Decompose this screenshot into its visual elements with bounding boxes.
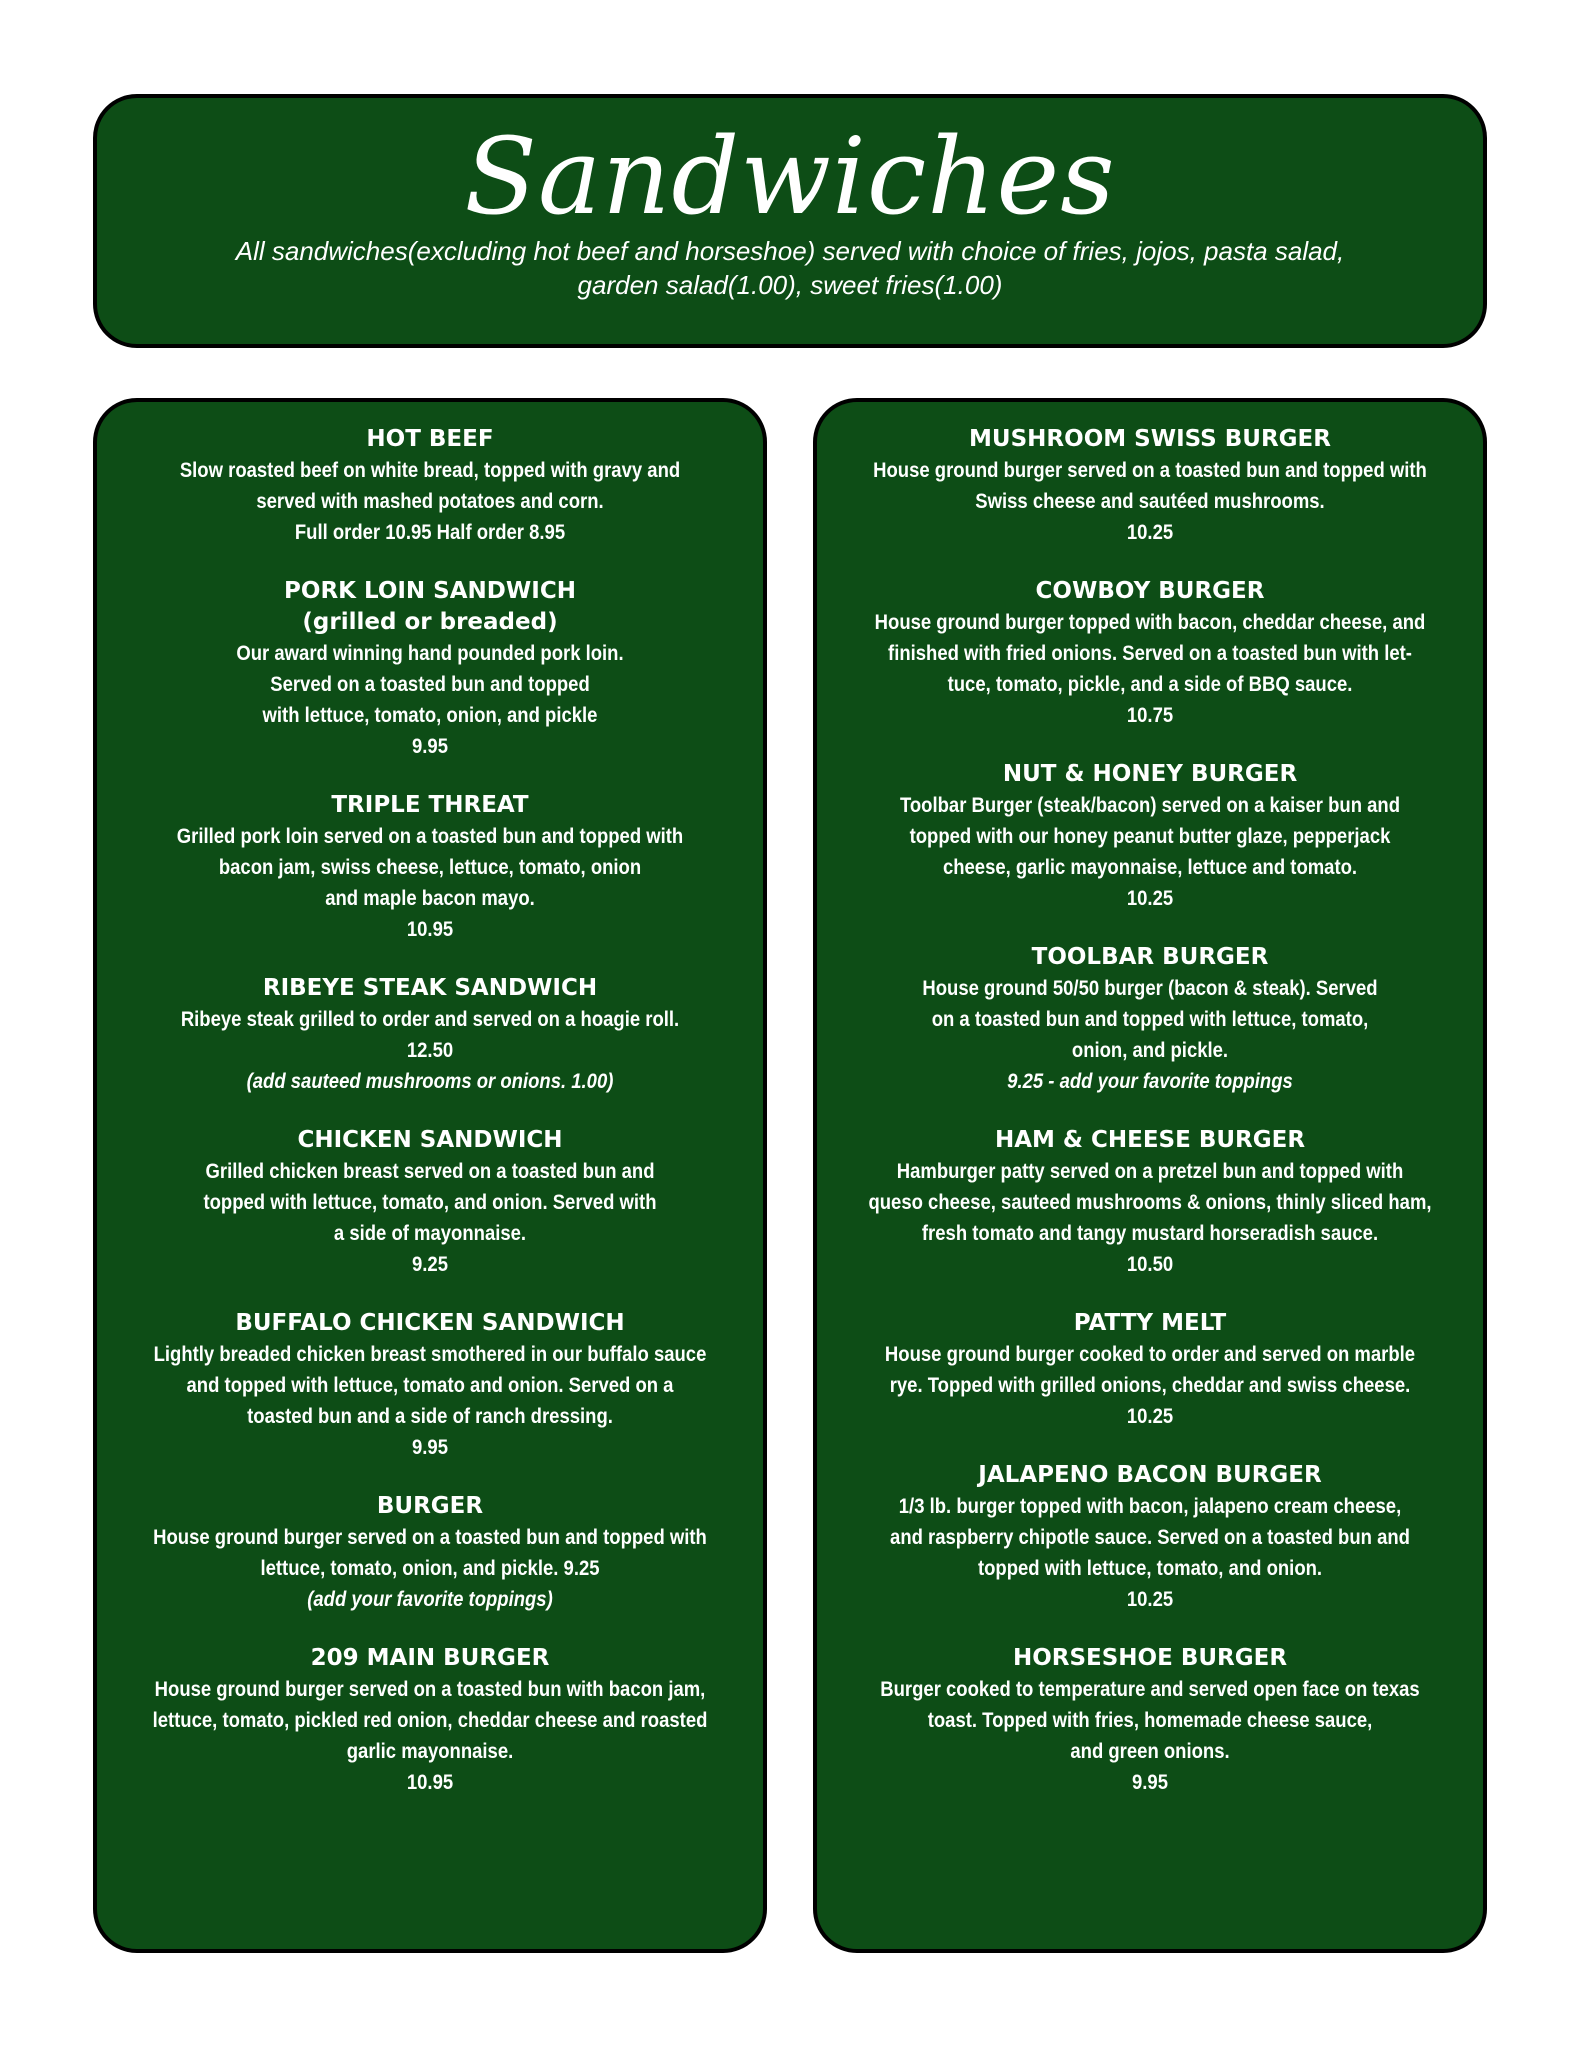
menu-item-name: HOT BEEF	[366, 426, 494, 452]
menu-item-description: served with mashed potatoes and corn.	[256, 489, 604, 513]
menu-item-name: CHICKEN SANDWICH	[297, 1127, 563, 1153]
menu-item	[817, 1308, 1483, 1432]
menu-item-description: Served on a toasted bun and topped	[270, 672, 590, 696]
menu-item	[97, 1125, 763, 1280]
menu-item-name: MUSHROOM SWISS BURGER	[969, 426, 1331, 452]
menu-item-description: 1/3 lb. burger topped with bacon, jalapeno cream cheese,	[898, 1494, 1402, 1518]
menu-item-description: Slow roasted beef on white bread, topped with gravy and	[179, 458, 681, 482]
menu-item-note: (add your favorite toppings)	[307, 1587, 553, 1611]
menu-item-description: topped with our honey peanut butter glaze, pepperjack	[909, 824, 1391, 848]
right-menu-column	[813, 398, 1487, 1953]
menu-item-note: 9.25 - add your favorite toppings	[1007, 1069, 1293, 1093]
menu-item-description: Full order 10.95 Half order 8.95	[294, 520, 566, 544]
menu-item	[817, 759, 1483, 914]
menu-item-description: on a toasted bun and topped with lettuce, tomato,	[931, 1007, 1369, 1031]
menu-item	[817, 942, 1483, 1097]
menu-item-description: fresh tomato and tangy mustard horseradish sauce.	[921, 1221, 1379, 1245]
subtitle-line: All sandwiches(excluding hot beef and horseshoe) served with choice of fries, jojos, pasta salad,	[235, 236, 1345, 266]
menu-item	[817, 1460, 1483, 1615]
right-menu-items	[817, 402, 1483, 1798]
menu-item	[97, 790, 763, 945]
menu-item-name: HORSESHOE BURGER	[1012, 1645, 1288, 1671]
menu-item-description: 12.50	[406, 1038, 454, 1062]
menu-item-description: and topped with lettuce, tomato and onion. Served on a	[186, 1373, 674, 1397]
menu-item-description: 9.95	[411, 734, 448, 758]
menu-item-description: Hamburger patty served on a pretzel bun and topped with	[896, 1159, 1404, 1183]
menu-item-name: 209 MAIN BURGER	[310, 1645, 550, 1671]
menu-item-name: PATTY MELT	[1073, 1310, 1227, 1336]
menu-item-description: and green onions.	[1070, 1739, 1230, 1763]
menu-item-description: Our award winning hand pounded pork loin.	[236, 641, 624, 665]
menu-item-description: finished with fried onions. Served on a toasted bun with let-	[888, 641, 1412, 665]
menu-item-description: Toolbar Burger (steak/bacon) served on a kaiser bun and	[899, 793, 1401, 817]
menu-item-description: 10.25	[1126, 1404, 1174, 1428]
menu-item	[97, 1308, 763, 1463]
menu-item-description: and maple bacon mayo.	[325, 886, 535, 910]
menu-item-description: lettuce, tomato, pickled red onion, cheddar cheese and roasted	[152, 1708, 708, 1732]
menu-item-description: Lightly breaded chicken breast smothered in our buffalo sauce	[153, 1342, 707, 1366]
menu-item-description: with lettuce, tomato, onion, and pickle	[262, 703, 598, 727]
menu-item-description: 10.95	[406, 1770, 454, 1794]
menu-item-description: House ground burger cooked to order and served on marble	[884, 1342, 1416, 1366]
menu-item-description: toasted bun and a side of ranch dressing.	[247, 1404, 613, 1428]
menu-item	[817, 1643, 1483, 1798]
menu-item-name: COWBOY BURGER	[1035, 578, 1265, 604]
menu-item-description: House ground burger topped with bacon, cheddar cheese, and	[874, 610, 1426, 634]
menu-item-name: TRIPLE THREAT	[331, 792, 529, 818]
menu-item-description: queso cheese, sauteed mushrooms & onions, thinly sliced ham,	[868, 1190, 1432, 1214]
menu-item	[97, 1491, 763, 1615]
menu-item-name: RIBEYE STEAK SANDWICH	[262, 975, 598, 1001]
menu-item-name: JALAPENO BACON BURGER	[978, 1462, 1322, 1488]
menu-item-description: 10.50	[1126, 1252, 1174, 1276]
menu-item-description: Burger cooked to temperature and served open face on texas	[880, 1677, 1420, 1701]
menu-item-description: 9.95	[1131, 1770, 1168, 1794]
menu-item-description: topped with lettuce, tomato, and onion.	[977, 1556, 1323, 1580]
menu-item-name: BUFFALO CHICKEN SANDWICH	[235, 1310, 625, 1336]
menu-item-description: garlic mayonnaise.	[346, 1739, 514, 1763]
menu-item	[817, 424, 1483, 548]
menu-item-description: toast. Topped with fries, homemade cheese sauce,	[927, 1708, 1373, 1732]
menu-item-description: tuce, tomato, pickle, and a side of BBQ sauce.	[947, 672, 1353, 696]
menu-item-description: House ground 50/50 burger (bacon & steak). Served	[922, 976, 1378, 1000]
menu-item-description: House ground burger served on a toasted bun and topped with	[153, 1525, 707, 1549]
menu-item-description: House ground burger served on a toasted bun with bacon jam,	[154, 1677, 706, 1701]
left-menu-column	[93, 398, 767, 1953]
menu-title: Sandwiches	[464, 115, 1116, 238]
menu-item	[97, 1643, 763, 1798]
menu-item-name: NUT & HONEY BURGER	[1002, 761, 1298, 787]
menu-item	[97, 424, 763, 548]
subtitle-line: garden salad(1.00), sweet fries(1.00)	[577, 270, 1003, 300]
menu-item-description: lettuce, tomato, onion, and pickle. 9.25	[260, 1556, 600, 1580]
menu-item-description: Ribeye steak grilled to order and served on a hoagie roll.	[180, 1007, 680, 1031]
menu-item-description: and raspberry chipotle sauce. Served on a toasted bun and	[890, 1525, 1410, 1549]
menu-item	[817, 576, 1483, 731]
menu-item-name: HAM & CHEESE BURGER	[994, 1127, 1306, 1153]
menu-item-description: Grilled pork loin served on a toasted bun and topped with	[176, 824, 684, 848]
left-menu-items	[97, 402, 763, 1798]
menu-item-description: House ground burger served on a toasted bun and topped with	[873, 458, 1427, 482]
menu-item-description: rye. Topped with grilled onions, cheddar and swiss cheese.	[889, 1373, 1411, 1397]
menu-item-note: (add sauteed mushrooms or onions. 1.00)	[246, 1069, 614, 1093]
menu-header-panel	[93, 94, 1487, 348]
menu-subtitle	[175, 234, 1405, 302]
menu-item-description: 9.95	[411, 1435, 448, 1459]
menu-item-description: 10.25	[1126, 886, 1174, 910]
menu-item	[817, 1125, 1483, 1280]
menu-item-name: BURGER	[376, 1493, 484, 1519]
menu-item-description: a side of mayonnaise.	[333, 1221, 527, 1245]
menu-item-description: Swiss cheese and sautéed mushrooms.	[975, 489, 1325, 513]
menu-item-name: (grilled or breaded)	[302, 609, 558, 635]
menu-item-description: 9.25	[411, 1252, 448, 1276]
menu-item	[97, 576, 763, 762]
menu-item-description: topped with lettuce, tomato, and onion. Served with	[203, 1190, 657, 1214]
menu-item-description: Grilled chicken breast served on a toasted bun and	[205, 1159, 655, 1183]
menu-item-description: 10.25	[1126, 1587, 1174, 1611]
menu-item-description: cheese, garlic mayonnaise, lettuce and tomato.	[942, 855, 1358, 879]
menu-item-description: 10.75	[1126, 703, 1174, 727]
menu-item-description: 10.25	[1126, 520, 1174, 544]
menu-item-name: PORK LOIN SANDWICH	[284, 578, 576, 604]
menu-item-description: onion, and pickle.	[1071, 1038, 1229, 1062]
menu-item	[97, 973, 763, 1097]
menu-item-description: 10.95	[406, 917, 454, 941]
menu-item-name: TOOLBAR BURGER	[1031, 944, 1269, 970]
menu-item-description: bacon jam, swiss cheese, lettuce, tomato, onion	[218, 855, 642, 879]
